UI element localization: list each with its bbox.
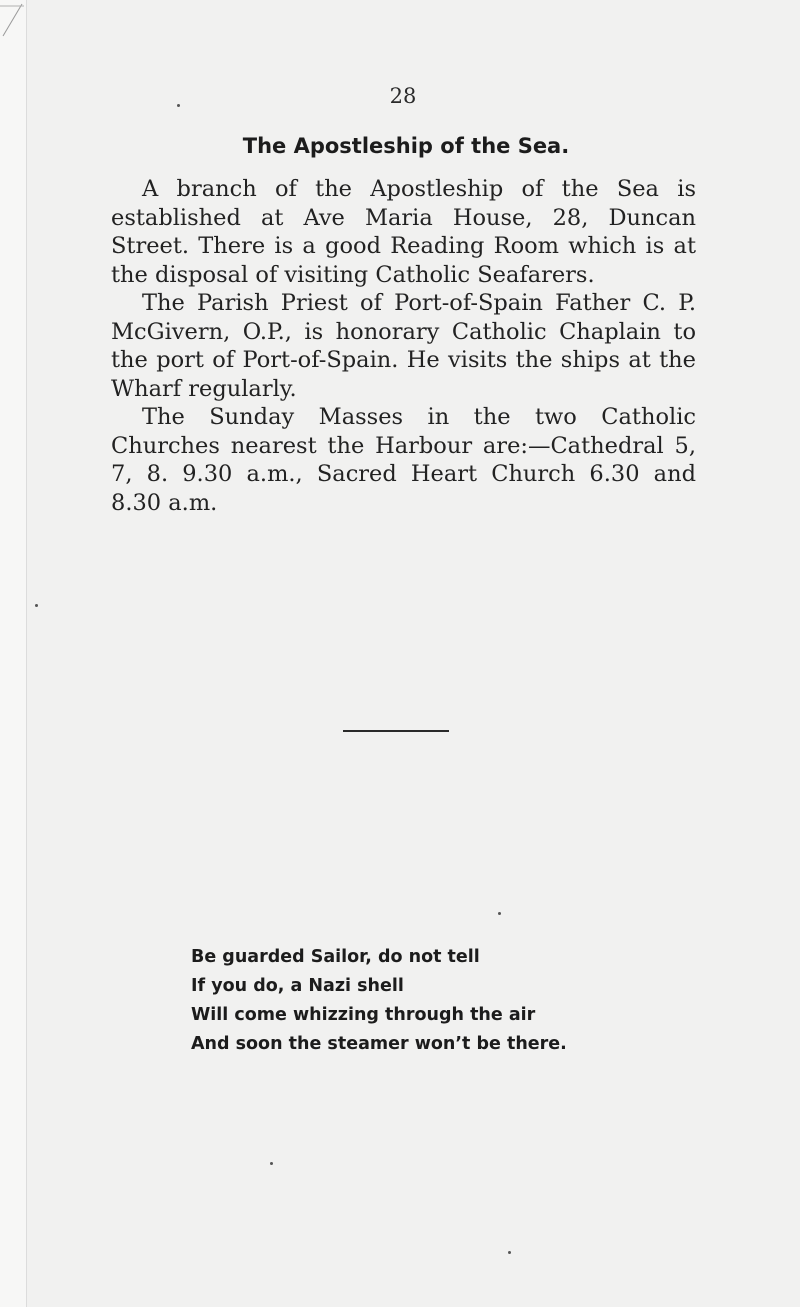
- paragraph-1: A branch of the Apostleship of the Sea is established at Ave Maria House, 28, Duncan Street. There is a good Reading Room which is at the disposal of visiting Catholic Seafarers.: [111, 176, 696, 288]
- poem: [191, 943, 567, 1059]
- section-divider: [343, 730, 449, 732]
- paper-speck: [508, 1251, 511, 1254]
- paper-speck: [35, 604, 38, 607]
- paper-speck: [498, 912, 501, 915]
- body-text: [111, 175, 696, 517]
- paper-speck: [270, 1162, 273, 1165]
- poem-line-3: Will come whizzing through the air: [191, 1005, 536, 1025]
- page-left-edge: [0, 0, 27, 1307]
- paragraph-3: The Sunday Masses in the two Catholic Churches nearest the Harbour are:—Cathedral 5, 7, 8. 9.30 a.m., Sacred Heart Church 6.30 and 8.30 a.m.: [111, 404, 696, 516]
- paper-speck: [177, 104, 180, 107]
- page-number: 28: [389, 84, 417, 108]
- section-title: The Apostleship of the Sea.: [242, 134, 570, 158]
- poem-line-1: Be guarded Sailor, do not tell: [191, 947, 480, 967]
- poem-line-2: If you do, a Nazi shell: [191, 976, 404, 996]
- page-corner-mark: [0, 0, 30, 40]
- poem-line-4: And soon the steamer won’t be there.: [191, 1034, 567, 1054]
- paragraph-2: The Parish Priest of Port-of-Spain Father C. P. McGivern, O.P., is honorary Catholic Chaplain to the port of Port-of-Spain. He visits the ships at the Wharf regularly.: [111, 290, 696, 402]
